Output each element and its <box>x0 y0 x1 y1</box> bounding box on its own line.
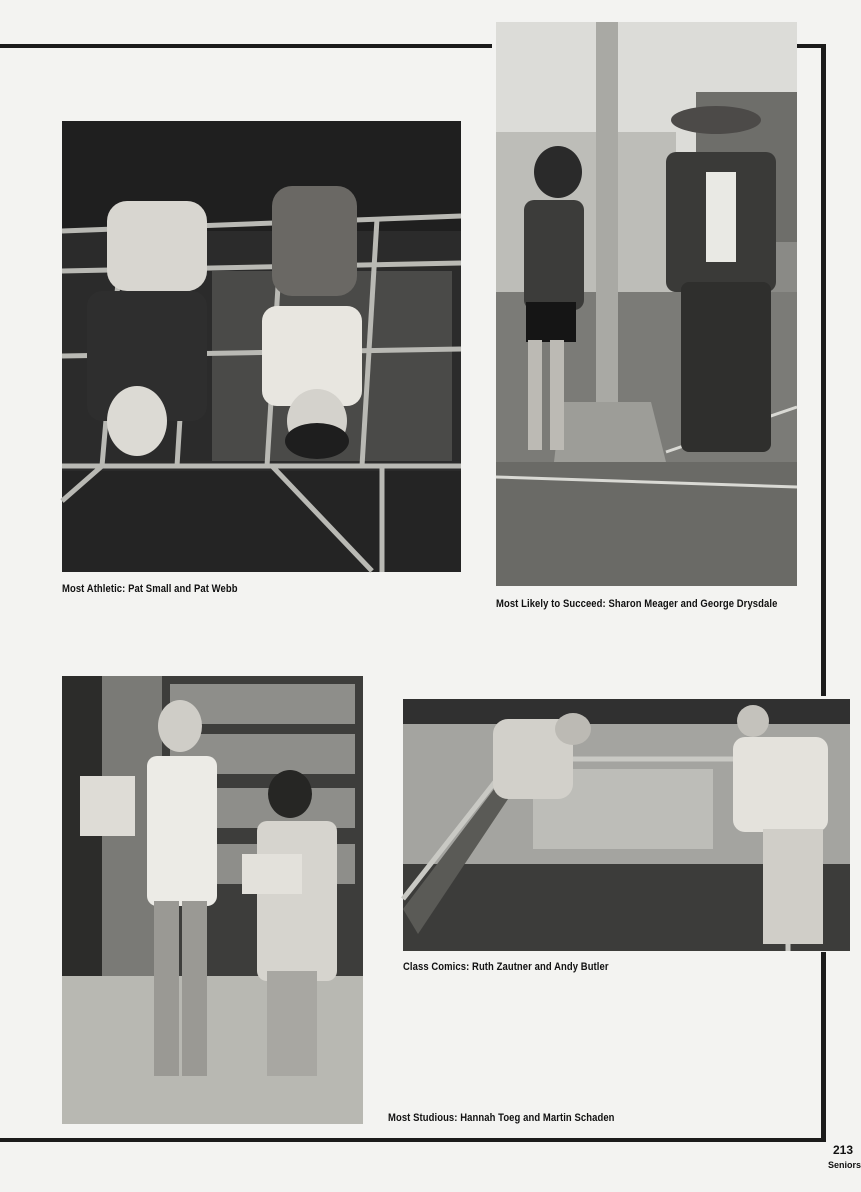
caption-most-athletic: Most Athletic: Pat Small and Pat Webb <box>62 583 238 595</box>
bottom-rule <box>0 1138 826 1142</box>
right-rule <box>821 44 826 696</box>
photo-most-athletic <box>62 121 461 572</box>
caption-most-studious: Most Studious: Hannah Toeg and Martin Schaden <box>388 1112 615 1124</box>
right-rule-lower <box>821 952 826 1142</box>
top-rule-left <box>0 44 492 48</box>
page-number: 213 <box>833 1143 854 1157</box>
caption-class-comics: Class Comics: Ruth Zautner and Andy Butler <box>403 961 609 973</box>
photo-most-studious <box>62 676 363 1124</box>
section-label: Seniors <box>828 1160 861 1170</box>
photo-class-comics <box>403 699 850 951</box>
photo-most-likely-to-succeed <box>496 22 797 586</box>
caption-most-likely-to-succeed: Most Likely to Succeed: Sharon Meager and George Drysdale <box>496 598 778 610</box>
